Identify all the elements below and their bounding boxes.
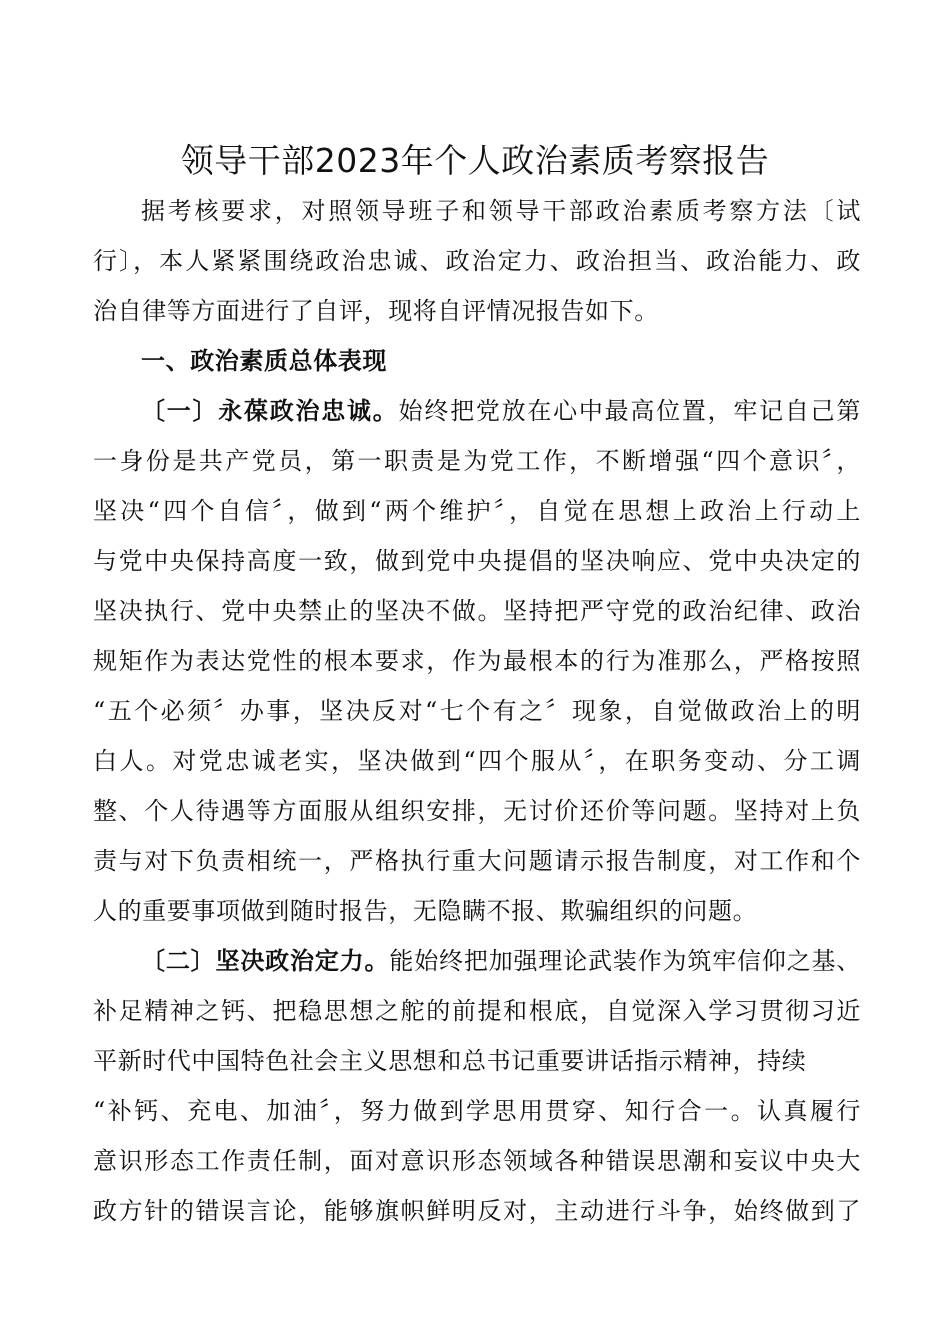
part1-first-line <box>93 386 861 436</box>
document-body <box>93 186 861 1236</box>
part2-line: 补足精神之钙、把稳思想之舵的前提和根底，自觉深入学习贯彻习近 <box>93 997 861 1025</box>
part1-label: 〔一〕永葆政治忠诚。 <box>141 396 399 425</box>
part2-line: 政方针的错误言论，能够旗帜鲜明反对，主动进行斗争，始终做到了 <box>93 1197 861 1225</box>
part1-line: 整、个人待遇等方面服从组织安排，无讨价还价等问题。坚持对上负 <box>93 797 861 825</box>
part1-line: 坚决“四个自信〞，做到“两个维护〞，自觉在思想上政治上行动上 <box>93 497 861 525</box>
part2-line: “补钙、充电、加油〞，努力做到学思用贯穿、知行合一。认真履行 <box>93 1097 861 1125</box>
intro-line: 治自律等方面进行了自评，现将自评情况报告如下。 <box>93 297 659 325</box>
intro-line: 行〕，本人紧紧围绕政治忠诚、政治定力、政治担当、政治能力、政 <box>93 247 861 275</box>
part1-first-line-text: 始终把党放在心中最高位置，牢记自己第 <box>398 397 861 425</box>
document-title: 领导干部2023年个人政治素质考察报告 <box>180 141 770 180</box>
part1-line: “五个必须〞办事，坚决反对“七个有之〞现象，自觉做政治上的明 <box>93 697 861 725</box>
section-heading: 一、政治素质总体表现 <box>141 347 387 375</box>
intro-line: 据考核要求，对照领导班子和领导干部政治素质考察方法〔试 <box>141 197 861 225</box>
part1-line: 责与对下负责相统一，严格执行重大问题请示报告制度，对工作和个 <box>93 847 861 875</box>
part2-first-line <box>93 936 861 986</box>
part1-line: 与党中央保持高度一致，做到党中央提倡的坚决响应、党中央决定的 <box>93 547 861 575</box>
part2-label: 〔二〕坚决政治定力。 <box>141 946 390 975</box>
part2-line: 平新时代中国特色社会主义思想和总书记重要讲话指示精神，持续 <box>93 1047 807 1075</box>
part1-line: 规矩作为表达党性的根本要求，作为最根本的行为准那么，严格按照 <box>93 647 861 675</box>
part2-line: 意识形态工作责任制，面对意识形态领域各种错误思潮和妄议中央大 <box>93 1147 861 1175</box>
part1-line: 一身份是共产党员，第一职责是为党工作，不断增强“四个意识〞， <box>93 447 861 475</box>
part1-line: 白人。对党忠诚老实，坚决做到“四个服从〞，在职务变动、分工调 <box>93 747 861 775</box>
part1-line: 坚决执行、党中央禁止的坚决不做。坚持把严守党的政治纪律、政治 <box>93 597 861 625</box>
part2-first-line-text: 能始终把加强理论武装作为筑牢信仰之基、 <box>389 947 861 975</box>
part1-line: 人的重要事项做到随时报告，无隐瞒不报、欺骗组织的问题。 <box>93 897 758 925</box>
